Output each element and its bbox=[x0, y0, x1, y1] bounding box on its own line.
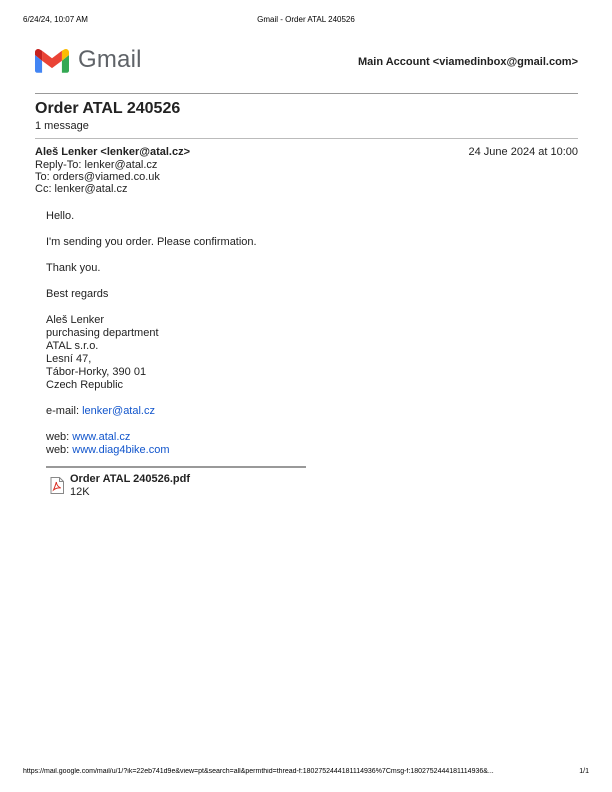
gmail-logo-text: Gmail bbox=[78, 46, 142, 73]
body-line: I'm sending you order. Please confirmation. bbox=[46, 236, 257, 248]
subject-divider bbox=[35, 138, 578, 139]
sender: Aleš Lenker <lenker@atal.cz> bbox=[35, 146, 191, 158]
email-label: e-mail: bbox=[46, 405, 83, 417]
signature-street: Lesní 47, bbox=[46, 353, 92, 365]
header-divider bbox=[35, 93, 578, 94]
message-body bbox=[46, 210, 257, 457]
web-row-1 bbox=[46, 431, 257, 444]
reply-to: Reply-To: lenker@atal.cz bbox=[35, 159, 158, 171]
gmail-logo bbox=[35, 45, 142, 75]
attachment-size: 12K bbox=[70, 486, 90, 498]
web-link-atal[interactable]: www.atal.cz bbox=[72, 431, 131, 443]
message-date: 24 June 2024 at 10:00 bbox=[468, 146, 578, 158]
signature-dept: purchasing department bbox=[46, 327, 159, 339]
web-label: web: bbox=[46, 431, 73, 443]
signature-name: Aleš Lenker bbox=[46, 314, 105, 326]
recipient-to: To: orders@viamed.co.uk bbox=[35, 171, 160, 183]
account-label: Main Account <viamedinbox@gmail.com> bbox=[358, 56, 578, 68]
pdf-file-icon[interactable] bbox=[50, 477, 64, 494]
gmail-logo-icon bbox=[35, 47, 69, 73]
attachment-name[interactable]: Order ATAL 240526.pdf bbox=[70, 473, 191, 485]
message-count: 1 message bbox=[35, 120, 89, 132]
print-page-number: 1/1 bbox=[579, 768, 589, 775]
signature-city: Tábor-Horky, 390 01 bbox=[46, 366, 147, 378]
web-link-diag4bike[interactable]: www.diag4bike.com bbox=[72, 444, 170, 456]
attachment-divider bbox=[46, 466, 306, 468]
regards-line: Best regards bbox=[46, 288, 109, 300]
print-footer-url: https://mail.google.com/mail/u/1/?ik=22eb741d9e&view=pt&search=all&permthid=thread-f:1802752444181114936%7Cmsg-f:1802752444181114936&... bbox=[23, 768, 494, 775]
web-label: web: bbox=[46, 444, 73, 456]
signature-web-rows bbox=[46, 431, 257, 457]
thanks-line: Thank you. bbox=[46, 262, 101, 274]
signature bbox=[46, 314, 257, 392]
greeting: Hello. bbox=[46, 210, 75, 222]
thread-subject: Order ATAL 240526 bbox=[35, 100, 181, 117]
print-datetime: 6/24/24, 10:07 AM bbox=[23, 15, 88, 24]
recipient-cc: Cc: lenker@atal.cz bbox=[35, 183, 128, 195]
print-title: Gmail - Order ATAL 240526 bbox=[257, 15, 355, 24]
signature-email-link[interactable]: lenker@atal.cz bbox=[82, 405, 155, 417]
signature-email-row bbox=[46, 405, 257, 418]
signature-country: Czech Republic bbox=[46, 379, 124, 391]
signature-company: ATAL s.r.o. bbox=[46, 340, 99, 352]
web-row-2 bbox=[46, 444, 257, 457]
